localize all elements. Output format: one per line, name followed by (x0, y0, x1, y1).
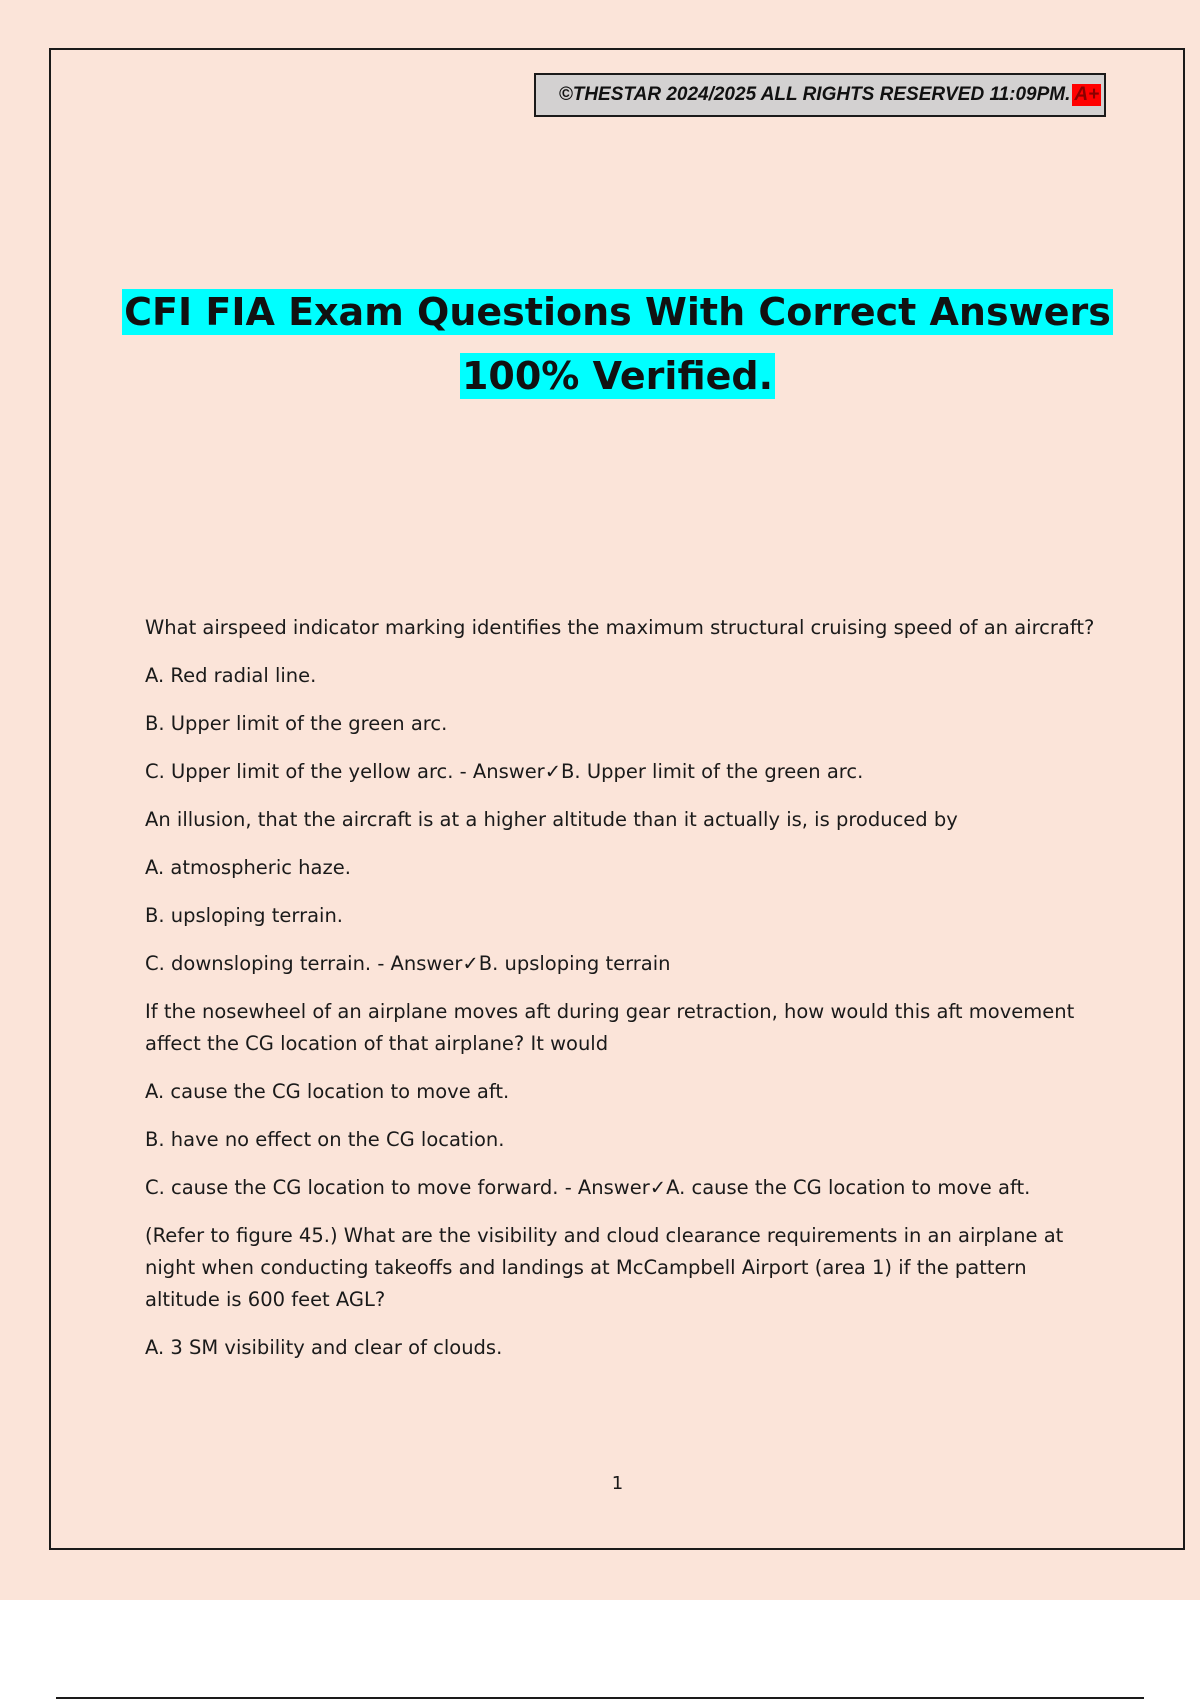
question-3-option-c-answer: C. cause the CG location to move forward. - Answer✓A. cause the CG location to move aft. (145, 1176, 1031, 1199)
question-3-text: If the nosewheel of an airplane moves aft during gear retraction, how would this aft movement affect the CG location of that airplane? It would (145, 1000, 1075, 1055)
question-2-option-b: B. upsloping terrain. (145, 904, 344, 927)
question-content (145, 612, 1105, 1380)
title-line-2: 100% Verified. (461, 354, 774, 398)
question-1-option-a: A. Red radial line. (145, 664, 317, 687)
grade-badge: A+ (1074, 84, 1100, 105)
question-4-text: (Refer to figure 45.) What are the visibility and cloud clearance requirements in an airplane at night when conducting takeoffs and landings at McCampbell Airport (area 1) if the pattern altitude is 600 feet AGL? (145, 1224, 1064, 1311)
title-line-1: CFI FIA Exam Questions With Correct Answers (124, 290, 1111, 334)
question-2-option-a: A. atmospheric haze. (145, 856, 351, 879)
bottom-divider (56, 1697, 1144, 1699)
copyright-text: ©THESTAR 2024/2025 ALL RIGHTS RESERVED 11:09PM. (558, 84, 1071, 105)
question-3-option-b: B. have no effect on the CG location. (145, 1128, 505, 1151)
copyright-banner (534, 73, 1106, 117)
question-2-text: An illusion, that the aircraft is at a higher altitude than it actually is, is produced by (145, 808, 958, 831)
question-2-option-c-answer: C. downsloping terrain. - Answer✓B. upsloping terrain (145, 952, 671, 975)
question-1-option-b: B. Upper limit of the green arc. (145, 712, 448, 735)
page-number: 1 (611, 1473, 624, 1494)
question-1-option-c-answer: C. Upper limit of the yellow arc. - Answer✓B. Upper limit of the green arc. (145, 760, 864, 783)
question-1-text: What airspeed indicator marking identifies the maximum structural cruising speed of an aircraft? (145, 616, 1095, 639)
document-title (60, 280, 1175, 408)
question-4-option-a: A. 3 SM visibility and clear of clouds. (145, 1336, 503, 1359)
question-3-option-a: A. cause the CG location to move aft. (145, 1080, 510, 1103)
